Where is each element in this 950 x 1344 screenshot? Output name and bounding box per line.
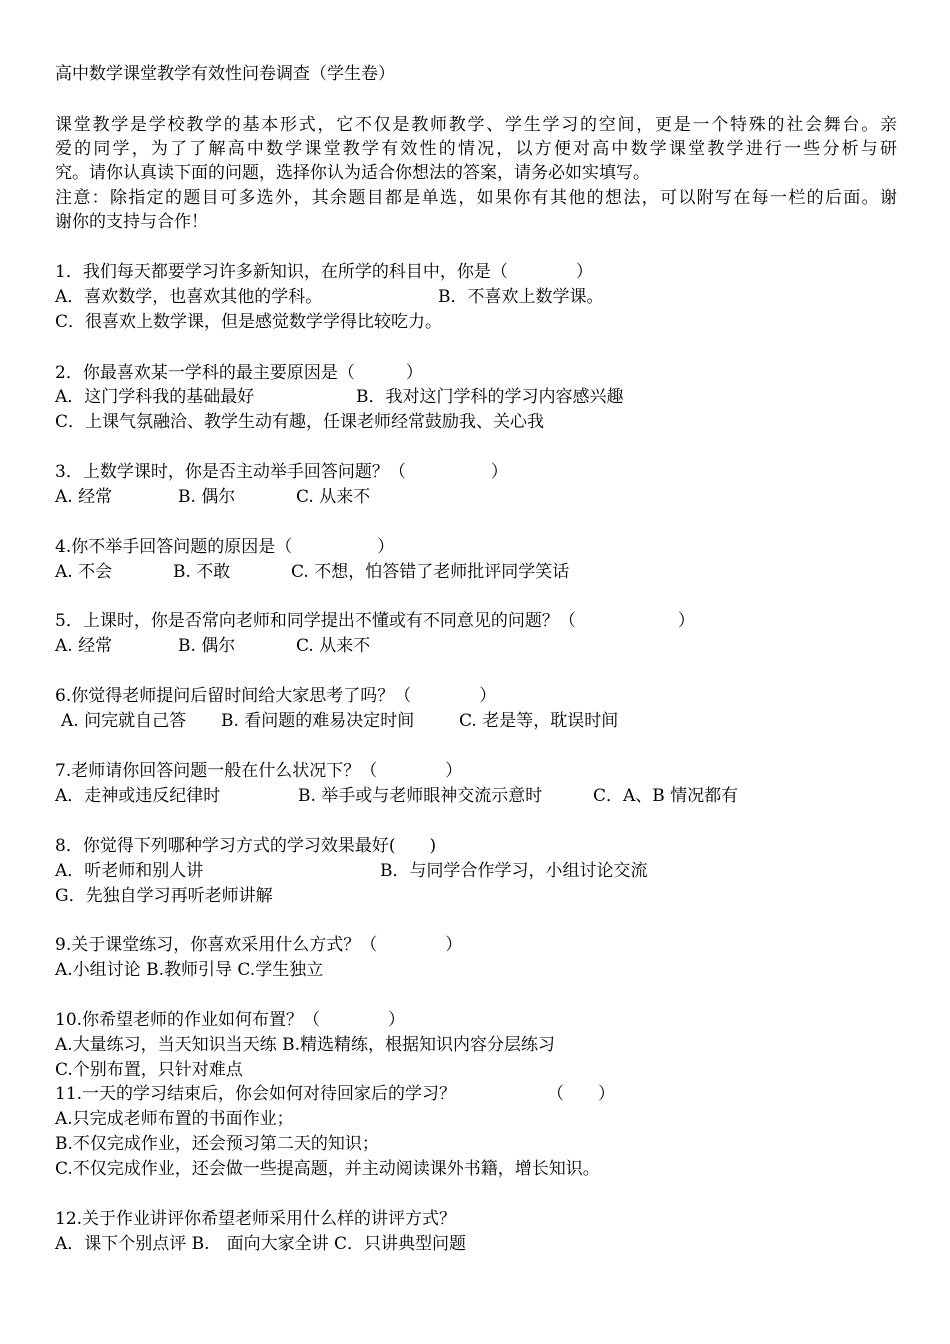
question-7-option-a: A．走神或违反纪律时 (55, 786, 221, 806)
question-5-option-a: A. 经常 (55, 636, 113, 656)
question-3: 3．上数学课时，你是否主动举手回答问题？（ ） (55, 462, 508, 482)
question-1-option-a: A．喜欢数学，也喜欢其他的学科。 (55, 287, 323, 307)
intro-line-1: 课堂教学是学校教学的基本形式，它不仅是教师教学、学生学习的空间，更是一个特殊的社会舞台。亲 (55, 115, 897, 135)
question-10-option-c: C.个别布置，只针对难点 (55, 1060, 243, 1080)
question-5-option-b: B. 偶尔 (178, 636, 236, 656)
question-1-options-row-1 (55, 285, 905, 309)
question-12: 12.关于作业讲评你希望老师采用什么样的讲评方式？ (55, 1209, 457, 1229)
question-2-option-b: B．我对这门学科的学习内容感兴趣 (356, 387, 624, 407)
question-11-option-c: C.不仅完成作业，还会做一些提高题，并主动阅读课外书籍，增长知识。 (55, 1159, 600, 1179)
question-3-option-a: A. 经常 (55, 487, 113, 507)
question-12-options: A．课下个别点评 B. 面向大家全讲 C．只讲典型问题 (55, 1234, 466, 1254)
question-2-option-a: A．这门学科我的基础最好 (55, 387, 255, 407)
question-9: 9.关于课堂练习，你喜欢采用什么方式？（ ） (55, 935, 463, 955)
question-2-options-row-1 (55, 385, 905, 409)
question-7-option-c: C．A、B 情况都有 (593, 786, 739, 806)
question-7-options (55, 784, 905, 808)
question-8-option-b: B．与同学合作学习，小组讨论交流 (380, 861, 648, 881)
intro-line-3: 究。请你认真读下面的问题，选择你认为适合你想法的答案，请务必如实填写。 (55, 163, 650, 183)
question-1: 1．我们每天都要学习许多新知识，在所学的科目中，你是（ ） (55, 262, 593, 282)
question-7-option-b: B. 举手或与老师眼神交流示意时 (298, 786, 543, 806)
question-11-answer-blank: （ ） (547, 1084, 615, 1104)
question-2: 2．你最喜欢某一学科的最主要原因是（ ） (55, 363, 423, 383)
question-1-option-b: B．不喜欢上数学课。 (438, 287, 604, 307)
question-1-option-c: C．很喜欢上数学课，但是感觉数学学得比较吃力。 (55, 312, 443, 332)
question-11-option-a: A.只完成老师布置的书面作业； (55, 1109, 294, 1129)
question-6: 6.你觉得老师提问后留时间给大家思考了吗？（ ） (55, 686, 497, 706)
question-4-option-c: C. 不想，怕答错了老师批评同学笑话 (291, 562, 570, 582)
question-6-options (55, 709, 905, 733)
notice-line-1: 注意：除指定的题目可多选外，其余题目都是单选，如果你有其他的想法，可以附写在每一栏的后面。谢 (55, 188, 897, 208)
question-11 (55, 1082, 905, 1106)
question-3-options (55, 485, 905, 509)
question-8: 8．你觉得下列哪种学习方式的学习效果最好( ) (55, 836, 437, 856)
question-2-option-c: C．上课气氛融洽、教学生动有趣，任课老师经常鼓励我、关心我 (55, 412, 545, 432)
question-6-option-a: A. 问完就自己答 (61, 711, 187, 731)
question-10: 10.你希望老师的作业如何布置？（ ） (55, 1010, 406, 1030)
question-8-option-a: A．听老师和别人讲 (55, 861, 204, 881)
question-8-options-row-1 (55, 859, 905, 883)
question-11-text: 11.一天的学习结束后，你会如何对待回家后的学习？ (55, 1084, 457, 1104)
question-9-options: A.小组讨论 B.教师引导 C.学生独立 (55, 960, 324, 980)
question-3-option-c: C. 从来不 (296, 487, 371, 507)
notice-line-2: 谢你的支持与合作！ (55, 212, 208, 232)
question-10-options-row-1: A.大量练习，当天知识当天练 B.精选精练，根据知识内容分层练习 (55, 1035, 555, 1055)
question-4-options (55, 560, 905, 584)
question-11-option-b: B.不仅完成作业，还会预习第二天的知识； (55, 1134, 379, 1154)
question-5-option-c: C. 从来不 (296, 636, 371, 656)
intro-line-2: 爱的同学，为了了解高中数学课堂教学有效性的情况，以方便对高中数学课堂教学进行一些分析与研 (55, 139, 897, 159)
question-4-option-b: B. 不敢 (173, 562, 231, 582)
question-8-option-g: G．先独自学习再听老师讲解 (55, 886, 273, 906)
question-7: 7.老师请你回答问题一般在什么状况下？（ ） (55, 761, 463, 781)
question-5: 5．上课时，你是否常向老师和同学提出不懂或有不同意见的问题？（ ） (55, 611, 695, 631)
question-3-option-b: B. 偶尔 (178, 487, 236, 507)
question-4: 4.你不举手回答问题的原因是（ ） (55, 537, 395, 557)
question-6-option-c: C. 老是等，耽误时间 (459, 711, 619, 731)
question-5-options (55, 634, 905, 658)
question-6-option-b: B. 看问题的难易决定时间 (221, 711, 415, 731)
document-title: 高中数学课堂教学有效性问卷调查（学生卷） (55, 64, 395, 84)
question-4-option-a: A. 不会 (55, 562, 113, 582)
